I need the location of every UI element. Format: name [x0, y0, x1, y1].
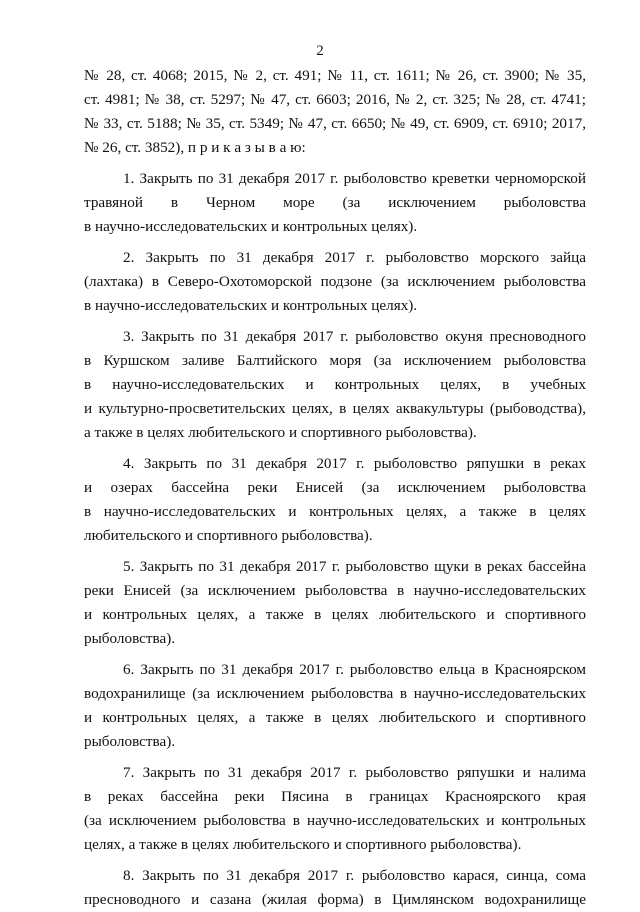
text-line: целях, а также в целях любительского и спортивного рыболовства).	[84, 836, 522, 853]
text-line: в научно-исследовательских и контрольных целях).	[84, 297, 418, 314]
text-line: любительского и спортивного рыболовства).	[84, 527, 373, 544]
text-line: ст. 4981; № 38, ст. 5297; № 47, ст. 6603; 2016, № 2, ст. 325; № 28, ст. 4741;	[84, 91, 586, 108]
paragraph	[84, 325, 586, 445]
text-line: и контрольных целях, а также в целях любительского и спортивного	[84, 709, 586, 726]
paragraph	[84, 452, 586, 548]
paragraph	[84, 64, 586, 160]
text-line: 7. Закрыть по 31 декабря 2017 г. рыболовство ряпушки и налима	[123, 764, 586, 781]
text-line: в Куршском заливе Балтийского моря (за исключением рыболовства	[84, 352, 586, 369]
text-line: в реках бассейна реки Пясина в границах Красноярского края	[84, 788, 586, 805]
text-line: а также в целях любительского и спортивного рыболовства).	[84, 424, 477, 441]
text-line: 2. Закрыть по 31 декабря 2017 г. рыболовство морского зайца	[123, 249, 586, 266]
text-line: № 26, ст. 3852), п р и к а з ы в а ю:	[84, 139, 306, 156]
text-line: пресноводного и сазана (жилая форма) в Цимлянском водохранилище	[84, 891, 586, 908]
text-line: 1. Закрыть по 31 декабря 2017 г. рыболовство креветки черноморской	[123, 170, 586, 187]
text-line: 6. Закрыть по 31 декабря 2017 г. рыболовство ельца в Красноярском	[123, 661, 586, 678]
text-line: и культурно-просветительских целях, в целях аквакультуры (рыбоводства),	[84, 400, 586, 417]
text-line: и озерах бассейна реки Енисей (за исключением рыболовства	[84, 479, 586, 496]
text-line: травяной в Черном море (за исключением рыболовства	[84, 194, 586, 211]
text-line: (лахтака) в Северо-Охотоморской подзоне (за исключением рыболовства	[84, 273, 586, 290]
text-line: водохранилище (за исключением рыболовства в научно-исследовательских	[84, 685, 586, 702]
text-line: в научно-исследовательских и контрольных целях).	[84, 218, 418, 235]
text-line: рыболовства).	[84, 630, 176, 647]
text-line: рыболовства).	[84, 733, 176, 750]
text-line: (за исключением рыболовства в научно-исследовательских и контрольных	[84, 812, 586, 829]
text-line: № 33, ст. 5188; № 35, ст. 5349; № 47, ст. 6650; № 49, ст. 6909, ст. 6910; 2017,	[84, 115, 586, 132]
text-line: 4. Закрыть по 31 декабря 2017 г. рыболовство ряпушки в реках	[123, 455, 586, 472]
paragraph	[84, 658, 586, 754]
paragraph	[84, 761, 586, 857]
text-line: № 28, ст. 4068; 2015, № 2, ст. 491; № 11, ст. 1611; № 26, ст. 3900; № 35,	[84, 67, 586, 84]
paragraph	[84, 167, 586, 239]
text-line: в научно-исследовательских и контрольных целях, а также в целях	[84, 503, 586, 520]
paragraph	[84, 246, 586, 318]
text-line: в научно-исследовательских и контрольных целях, в учебных	[84, 376, 586, 393]
text-line: реки Енисей (за исключением рыболовства в научно-исследовательских	[84, 582, 586, 599]
document-body	[84, 64, 586, 912]
text-line: 8. Закрыть по 31 декабря 2017 г. рыболовство карася, синца, сома	[123, 867, 586, 884]
text-line: и контрольных целях, а также в целях любительского и спортивного	[84, 606, 586, 623]
text-line: 5. Закрыть по 31 декабря 2017 г. рыболовство щуки в реках бассейна	[123, 558, 586, 575]
text-line: 3. Закрыть по 31 декабря 2017 г. рыболовство окуня пресноводного	[123, 328, 586, 345]
page-number: 2	[316, 43, 324, 59]
paragraph	[84, 555, 586, 651]
